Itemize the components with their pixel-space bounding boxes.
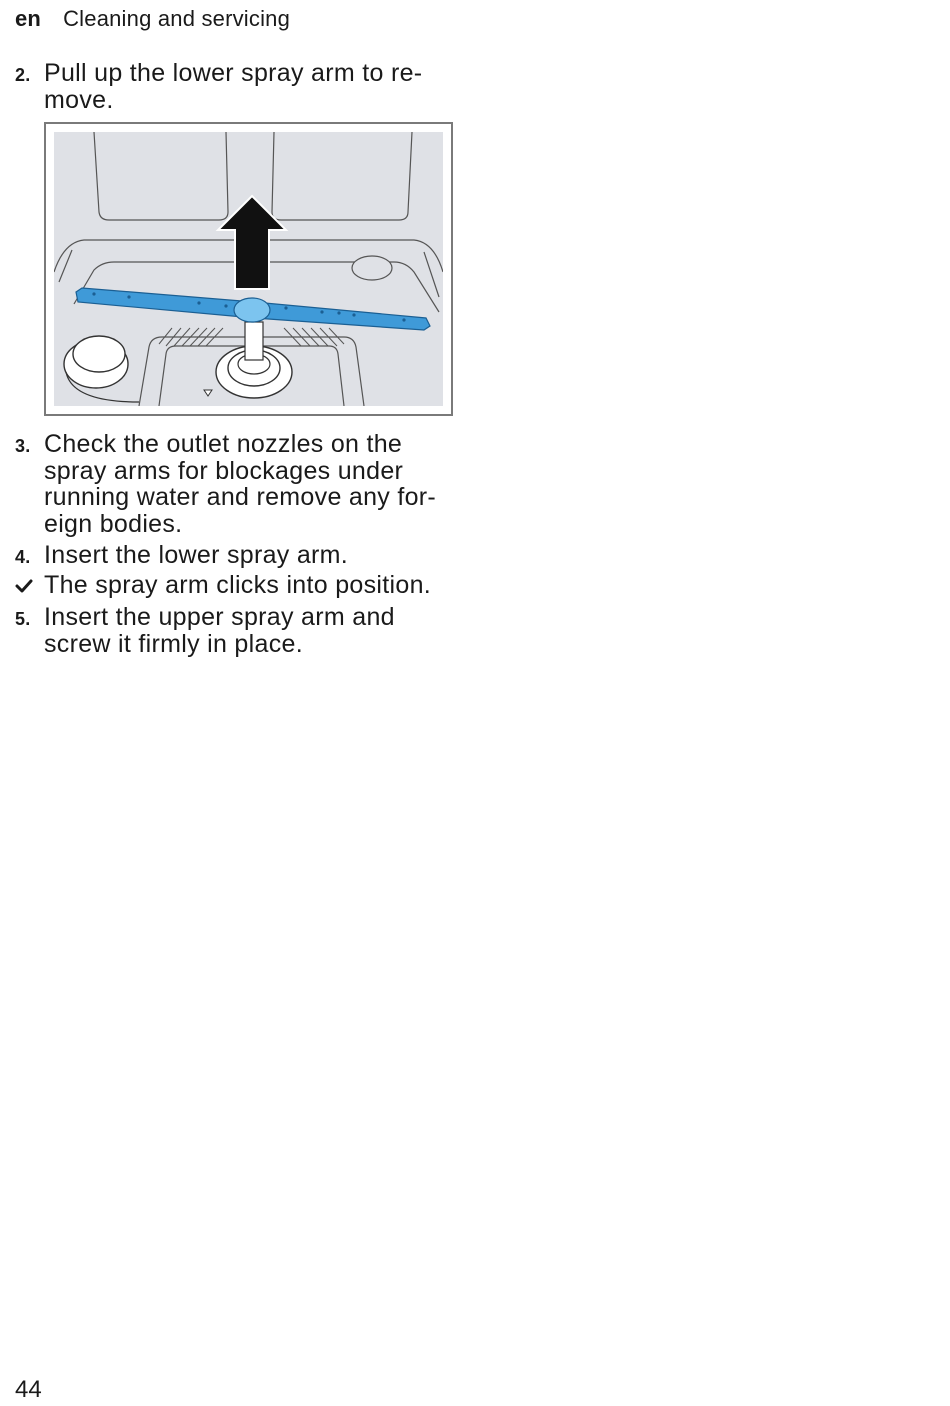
spray-arm-illustration — [44, 122, 453, 416]
step-number: 3. — [15, 436, 31, 456]
step-number: 5. — [15, 609, 31, 629]
page-header — [15, 6, 290, 32]
page-number: 44 — [15, 1376, 42, 1403]
step-text-line: The spray arm clicks into position. — [44, 571, 432, 599]
language-code: en — [15, 6, 42, 31]
step-text-line: running water and remove any for- — [44, 483, 437, 511]
step-text-line: spray arms for blockages under — [44, 456, 404, 485]
step-text-line: Insert the upper spray arm and — [44, 603, 395, 631]
step-3 — [15, 431, 455, 537]
dishwasher-interior-drawing — [54, 132, 443, 406]
step-text-line: eign bodies. — [44, 509, 183, 538]
checkmark-icon — [15, 578, 33, 594]
step-result — [15, 572, 455, 599]
step-5 — [15, 604, 455, 657]
step-text-line: move. — [44, 85, 114, 114]
step-text-line: Insert the lower spray arm. — [44, 541, 349, 569]
step-number: 4. — [15, 547, 31, 567]
section-title: Cleaning and servicing — [63, 6, 291, 31]
step-text-line: screw it firmly in place. — [44, 629, 303, 658]
step-number: 2. — [15, 65, 31, 85]
step-text-line: Check the outlet nozzles on the — [44, 430, 403, 458]
step-2 — [15, 60, 455, 113]
step-4 — [15, 542, 455, 569]
step-text-line: Pull up the lower spray arm to re- — [44, 59, 423, 87]
